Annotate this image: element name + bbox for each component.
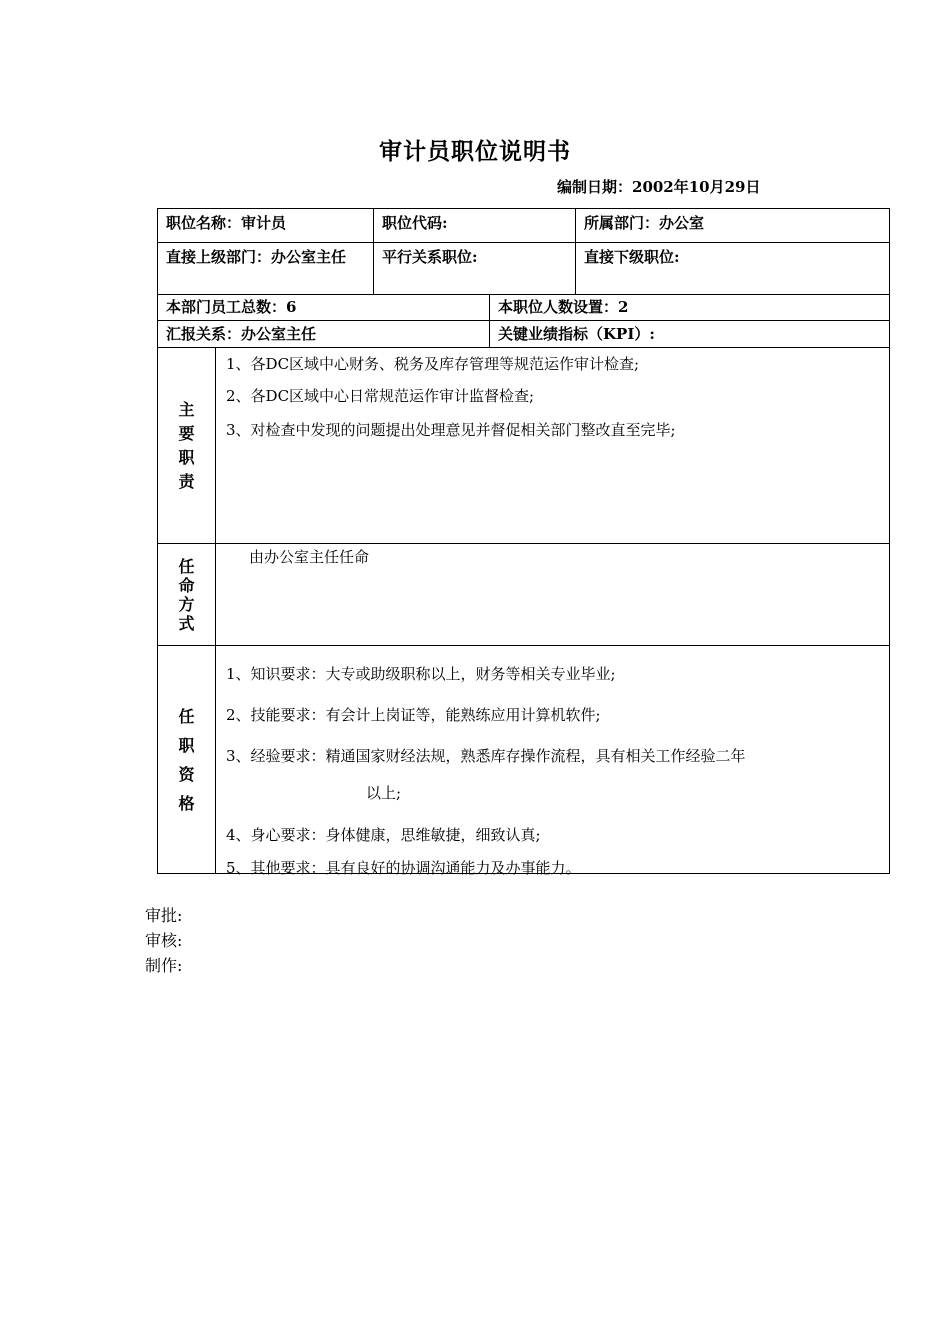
qualifications-label: 任 职 资 格 — [158, 646, 216, 874]
qualification-item-continued: 以上; — [366, 784, 402, 802]
qualification-item: 2、技能要求：有会计上岗证等，能熟练应用计算机软件; — [226, 706, 601, 724]
duty-item: 2、各DC区域中心日常规范运作审计监督检查; — [226, 387, 535, 405]
kpi-cell: 关键业绩指标（KPI）: — [490, 321, 889, 348]
position-headcount-cell: 本职位人数设置：2 — [490, 295, 889, 321]
review-label: 审核: — [145, 931, 183, 950]
position-code-cell: 职位代码: — [374, 209, 576, 243]
parallel-position-cell: 平行关系职位: — [374, 243, 576, 295]
appointment-label: 任 命 方 式 — [158, 544, 216, 646]
department-cell: 所属部门：办公室 — [576, 209, 889, 243]
duties-content — [216, 348, 889, 544]
appointment-text: 由办公室主任任命 — [249, 548, 370, 566]
duty-item: 1、各DC区域中心财务、税务及库存管理等规范运作审计检查; — [226, 355, 640, 373]
qualification-item: 1、知识要求：大专或助级职称以上，财务等相关专业毕业; — [226, 665, 616, 683]
reporting-cell: 汇报关系：办公室主任 — [158, 321, 490, 348]
dept-headcount-cell: 本部门员工总数：6 — [158, 295, 490, 321]
approve-label: 审批: — [145, 906, 183, 925]
compile-date: 编制日期：2002年10月29日 — [557, 178, 761, 196]
direct-superior-cell: 直接上级部门：办公室主任 — [158, 243, 374, 295]
qualifications-content — [216, 646, 889, 877]
qualification-item: 4、身心要求：身体健康，思维敏捷，细致认真; — [226, 826, 541, 844]
qualification-item: 3、经验要求：精通国家财经法规，熟悉库存操作流程，具有相关工作经验二年 — [226, 747, 746, 765]
duties-label: 主 要 职 责 — [158, 348, 216, 544]
qualification-item: 5、其他要求：具有良好的协调沟通能力及办事能力。 — [226, 859, 581, 877]
page-title: 审计员职位说明书 — [379, 138, 571, 165]
duty-item: 3、对检查中发现的问题提出处理意见并督促相关部门整改直至完毕; — [226, 421, 676, 439]
position-name-cell: 职位名称：审计员 — [158, 209, 374, 243]
prepare-label: 制作: — [145, 956, 183, 975]
direct-subordinate-cell: 直接下级职位: — [576, 243, 889, 295]
appointment-content — [216, 544, 889, 646]
job-description-table — [157, 208, 890, 877]
